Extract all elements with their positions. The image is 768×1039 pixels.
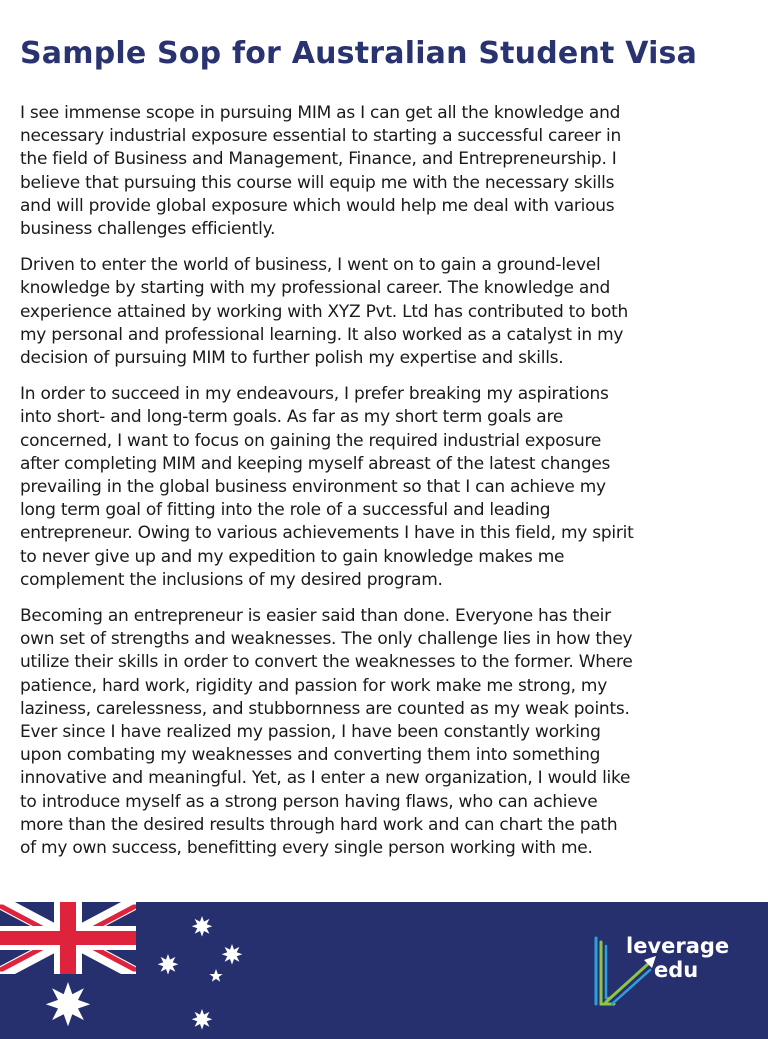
text-line: In order to succeed in my endeavours, I prefer breaking my aspirations [20,384,609,405]
text-line: innovative and meaningful. Yet, as I enter a new organization, I would like [20,768,631,789]
text-line: necessary industrial exposure essential to starting a successful career in [20,126,621,147]
text-line: and will provide global exposure which would help me deal with various [20,195,615,216]
union-jack-icon [0,902,139,977]
logo-wordmark-edu: edu [654,958,699,982]
paragraph-2 [20,254,750,370]
text-line: Becoming an entrepreneur is easier said than done. Everyone has their [20,606,611,627]
star-icon [209,969,222,982]
text-line: long term goal of fitting into the role of a successful and leading [20,500,551,521]
text-line: utilize their skills in order to convert the weaknesses to the former. Where [20,652,633,673]
text-line: I see immense scope in pursuing MIM as I can get all the knowledge and [20,103,621,123]
text-line: my personal and professional learning. It also worked as a catalyst in my [20,324,624,345]
text-line: into short- and long-term goals. As far as my short term goals are [20,407,564,428]
text-line: more than the desired results through hard work and can chart the path [20,814,618,835]
text-line: to introduce myself as a strong person having flaws, who can achieve [20,791,598,812]
commonwealth-star-icon [46,982,90,1026]
text-line: upon combating my weaknesses and converting them into something [20,745,601,766]
paragraph-4 [20,605,750,860]
text-line: laziness, carelessness, and stubbornness are counted as my weak points. [20,698,630,719]
footer-banner [0,902,768,1039]
text-line: to never give up and my expedition to gain knowledge makes me [20,546,565,567]
text-line: decision of pursuing MIM to further polish my expertise and skills. [20,348,564,369]
logo-wordmark-leverage: leverage [626,934,730,958]
text-line: the field of Business and Management, Finance, and Entrepreneurship. I [20,149,617,170]
paragraph-1 [20,102,750,241]
text-line: entrepreneur. Owing to various achievements I have in this field, my spirit [20,523,634,544]
text-line: own set of strengths and weaknesses. The only challenge lies in how they [20,629,633,650]
leverage-edu-logo[interactable] [592,932,752,1012]
text-line: Ever since I have realized my passion, I have been constantly working [20,722,601,743]
paragraph-3 [20,383,750,592]
text-line: concerned, I want to focus on gaining the required industrial exposure [20,430,602,451]
text-line: complement the inclusions of my desired program. [20,569,443,590]
star-icon [192,1009,213,1030]
sop-body [20,102,750,873]
text-line: Driven to enter the world of business, I went on to gain a ground-level [20,255,601,276]
text-line: experience attained by working with XYZ Pvt. Ltd has contributed to both [20,301,629,322]
star-icon [222,944,243,965]
text-line: of my own success, benefitting every single person working with me. [20,838,593,859]
star-icon [192,916,213,937]
text-line: prevailing in the global business environment so that I can achieve my [20,477,606,498]
text-line: business challenges efficiently. [20,219,276,240]
text-line: after completing MIM and keeping myself abreast of the latest changes [20,453,611,474]
text-line: patience, hard work, rigidity and passion for work make me strong, my [20,675,608,696]
text-line: believe that pursuing this course will equip me with the necessary skills [20,172,615,193]
text-line: knowledge by starting with my professional career. The knowledge and [20,278,611,299]
star-icon [158,954,179,975]
page-title: Sample Sop for Australian Student Visa [20,36,698,71]
australian-flag-icon [0,902,300,1039]
